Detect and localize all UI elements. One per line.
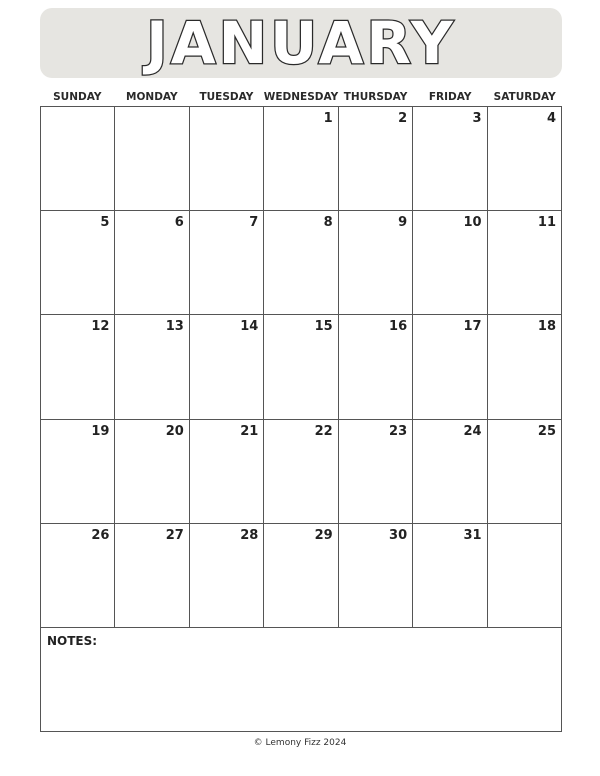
calendar-day-cell[interactable] xyxy=(488,524,562,628)
calendar-day-cell[interactable] xyxy=(190,524,264,628)
calendar-day-cell[interactable] xyxy=(413,420,487,524)
day-number: 28 xyxy=(240,527,259,543)
calendar-day-cell[interactable] xyxy=(339,211,413,315)
calendar-day-cell[interactable] xyxy=(488,315,562,419)
calendar-day-cell[interactable] xyxy=(41,420,115,524)
calendar-day-cell[interactable] xyxy=(264,524,338,628)
day-number: 12 xyxy=(91,319,110,335)
day-number: 1 xyxy=(323,111,333,126)
calendar-day-cell[interactable] xyxy=(115,315,189,419)
calendar-day-cell[interactable] xyxy=(41,315,115,419)
calendar-day-cell[interactable] xyxy=(488,211,562,315)
calendar-day-cell[interactable] xyxy=(41,107,115,211)
weekday-thursday: THURSDAY xyxy=(343,91,408,103)
day-number: 18 xyxy=(537,319,556,335)
calendar-day-cell[interactable] xyxy=(41,524,115,628)
day-number: 13 xyxy=(165,319,184,335)
day-number: 4 xyxy=(546,111,556,126)
calendar-day-cell[interactable] xyxy=(190,315,264,419)
day-number: 30 xyxy=(389,527,408,543)
day-number: 22 xyxy=(314,423,333,439)
notes-label: NOTES: xyxy=(47,634,98,648)
calendar-day-cell[interactable] xyxy=(264,420,338,524)
calendar-day-cell[interactable] xyxy=(339,315,413,419)
day-number: 5 xyxy=(100,215,110,231)
day-number: 20 xyxy=(165,423,184,439)
calendar-day-cell[interactable] xyxy=(413,107,487,211)
day-number: 26 xyxy=(91,527,110,543)
calendar-day-cell[interactable] xyxy=(264,107,338,211)
day-number: 16 xyxy=(389,319,408,335)
day-number: 15 xyxy=(314,319,333,335)
calendar-day-cell[interactable] xyxy=(413,524,487,628)
day-number: 17 xyxy=(463,319,482,335)
day-number: 21 xyxy=(240,423,259,439)
calendar-day-cell[interactable] xyxy=(190,211,264,315)
calendar-day-cell[interactable] xyxy=(41,211,115,315)
calendar-day-cell[interactable] xyxy=(115,211,189,315)
calendar-day-cell[interactable] xyxy=(339,420,413,524)
weekday-sunday: SUNDAY xyxy=(53,91,102,103)
calendar-grid xyxy=(40,106,562,628)
calendar-day-cell[interactable] xyxy=(190,107,264,211)
day-number: 7 xyxy=(249,215,259,231)
weekday-tuesday: TUESDAY xyxy=(199,91,254,103)
day-number: 29 xyxy=(314,527,333,543)
day-number: 11 xyxy=(537,215,556,231)
day-number: 6 xyxy=(174,215,184,231)
day-number: 23 xyxy=(389,423,408,439)
calendar-day-cell[interactable] xyxy=(115,524,189,628)
weekday-saturday: SATURDAY xyxy=(493,91,556,103)
day-number: 27 xyxy=(165,527,184,543)
calendar-day-cell[interactable] xyxy=(488,107,562,211)
day-number: 2 xyxy=(398,111,408,126)
day-number: 10 xyxy=(463,215,482,231)
weekday-friday: FRIDAY xyxy=(428,91,472,103)
copyright-footer: © Lemony Fizz 2024 xyxy=(253,738,347,748)
weekday-header-row xyxy=(40,88,562,106)
day-number: 25 xyxy=(537,423,556,439)
calendar-day-cell[interactable] xyxy=(115,107,189,211)
calendar-day-cell[interactable] xyxy=(413,211,487,315)
day-number: 3 xyxy=(472,111,482,126)
day-number: 14 xyxy=(240,319,259,335)
notes-box[interactable] xyxy=(40,627,562,732)
calendar-day-cell[interactable] xyxy=(339,107,413,211)
calendar-day-cell[interactable] xyxy=(413,315,487,419)
calendar-day-cell[interactable] xyxy=(190,420,264,524)
day-number: 9 xyxy=(398,215,408,231)
day-number: 31 xyxy=(463,527,482,543)
calendar-day-cell[interactable] xyxy=(115,420,189,524)
weekday-monday: MONDAY xyxy=(126,91,178,103)
calendar-day-cell[interactable] xyxy=(339,524,413,628)
calendar-day-cell[interactable] xyxy=(488,420,562,524)
calendar-day-cell[interactable] xyxy=(264,211,338,315)
day-number: 8 xyxy=(323,215,333,231)
calendar-day-cell[interactable] xyxy=(264,315,338,419)
weekday-wednesday: WEDNESDAY xyxy=(263,91,339,103)
month-title: JANUARY xyxy=(146,9,456,77)
month-banner xyxy=(40,8,562,78)
day-number: 19 xyxy=(91,423,110,439)
day-number: 24 xyxy=(463,423,482,439)
